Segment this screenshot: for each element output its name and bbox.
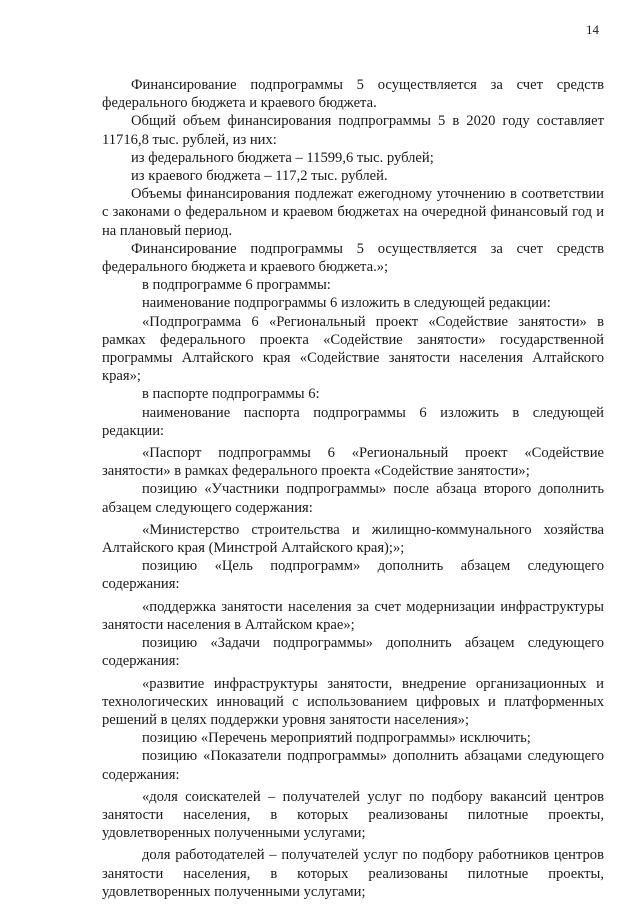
paragraph: позицию «Цель подпрограмм» дополнить абзацем следующего содержания: [102,558,604,593]
paragraph: «Подпрограмма 6 «Региональный проект «Содействие занятости» в рамках федерального проекта «Содействие занятости» государственной программы Алтайского края «Содействие занятости населения Алтайского края»; [102,313,604,385]
paragraph: из федерального бюджета – 11599,6 тыс. рублей; [131,149,434,166]
paragraph: позицию «Показатели подпрограммы» дополнить абзацами следующего содержания: [102,748,604,783]
paragraph: «поддержка занятости населения за счет модернизации инфраструктуры занятости населения в Алтайском крае»; [102,598,604,633]
paragraph: позицию «Задачи подпрограммы» дополнить абзацем следующего содержания: [102,635,604,670]
paragraph: «развитие инфраструктуры занятости, внедрение организационных и технологических инноваций с использованием цифровых и платформенных решений в целях поддержки уровня занятости населения»; [102,675,604,728]
paragraph: Финансирование подпрограммы 5 осуществляется за счет средств федерального бюджета и краевого бюджета. [102,77,604,112]
paragraph: наименование паспорта подпрограммы 6 изложить в следующей редакции: [102,404,604,439]
document-body [102,76,604,901]
paragraph: Финансирование подпрограммы 5 осуществляется за счет средств федерального бюджета и краевого бюджета.»; [102,240,604,276]
paragraph: Общий объем финансирования подпрограммы 5 в 2020 году составляет 11716,8 тыс. рублей, из них: [102,113,604,148]
paragraph: в паспорте подпрограммы 6: [142,386,320,403]
paragraph: доля работодателей – получателей услуг по подбору работников центров занятости населения, в которых реализованы пилотные проекты, удовлетворенных полученными услугами; [102,847,604,900]
paragraph: в подпрограмме 6 программы: [142,277,331,294]
paragraph: «доля соискателей – получателей услуг по подбору вакансий центров занятости населения, в которых реализованы пилотные проекты, удовлетворенных полученными услугами; [102,788,604,842]
paragraph: позицию «Участники подпрограммы» после абзаца второго дополнить абзацем следующего содержания: [102,481,604,516]
paragraph: наименование подпрограммы 6 изложить в следующей редакции: [142,295,551,312]
page-number: 14 [586,22,599,37]
paragraph: «Паспорт подпрограммы 6 «Региональный проект «Содействие занятости» в рамках федерального проекта «Содействие занятости»; [102,445,604,480]
paragraph: из краевого бюджета – 117,2 тыс. рублей. [131,168,388,185]
paragraph: позицию «Перечень мероприятий подпрограммы» исключить; [142,730,531,747]
paragraph: Объемы финансирования подлежат ежегодному уточнению в соответствии с законами о федеральном и краевом бюджетах на очередной финансовый год и на плановый период. [102,186,604,239]
paragraph: «Министерство строительства и жилищно-коммунального хозяйства Алтайского края (Минстрой Алтайского края);»; [102,521,604,557]
